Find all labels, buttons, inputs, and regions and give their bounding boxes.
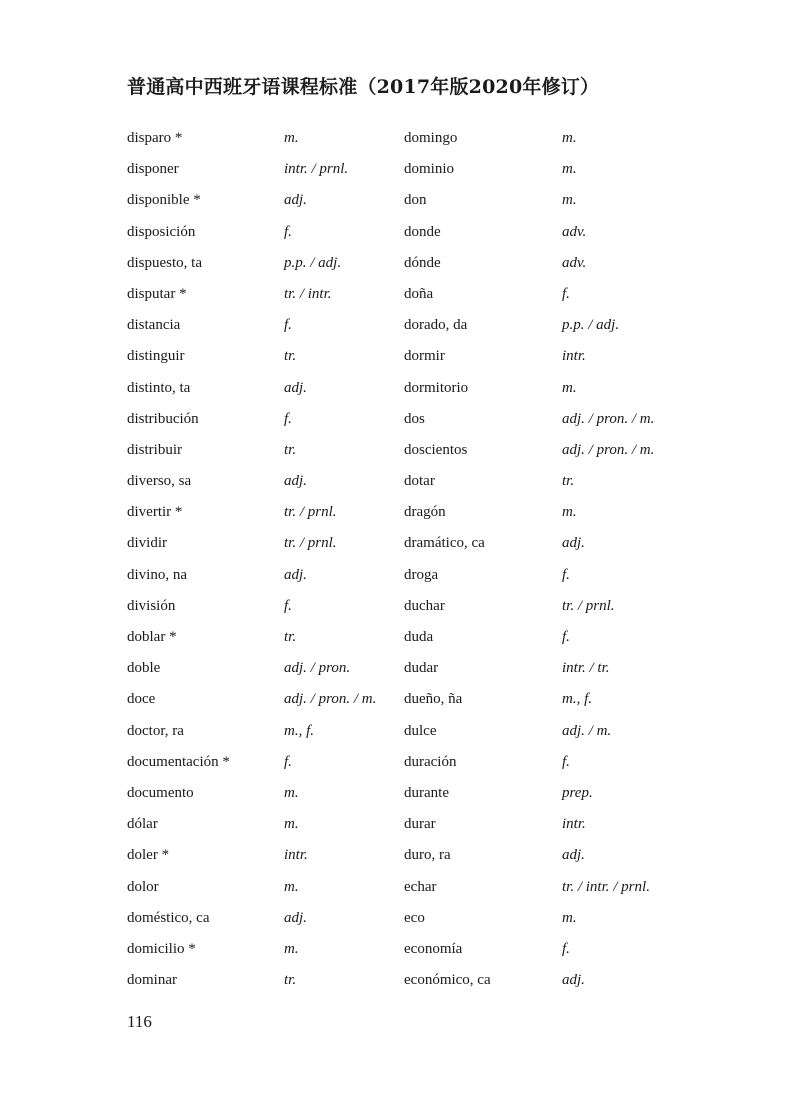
entry-grammar-category: f. [562, 940, 570, 957]
entry-grammar-category: adj. [562, 535, 585, 552]
entry-grammar-category: f. [562, 566, 570, 583]
entry-grammar-category: tr. / intr. [284, 285, 332, 302]
entry-grammar-category: p.p. / adj. [284, 254, 342, 271]
vocabulary-entry [404, 684, 744, 715]
entry-word: disparo * [127, 130, 183, 146]
entry-word: duro, ra [404, 847, 451, 864]
entry-word: doña [404, 285, 434, 302]
entry-grammar-category: intr. [284, 847, 308, 864]
vocabulary-entry [404, 809, 744, 840]
entry-word: eco [404, 909, 425, 926]
entry-word: dominar [127, 972, 177, 989]
entry-grammar-category: adj. [284, 192, 307, 209]
entry-word: don [404, 192, 427, 209]
entry-word: durante [404, 784, 449, 801]
vocabulary-entry [404, 154, 744, 185]
entry-word: dudar [404, 660, 439, 677]
vocabulary-entry [404, 435, 744, 466]
page-header-title: 普通高中西班牙语课程标准（2017年版2020年修订） [127, 76, 600, 98]
entry-grammar-category: f. [284, 753, 292, 770]
vocabulary-entry [404, 934, 744, 965]
entry-grammar-category: adj. [562, 847, 585, 864]
vocabulary-entry [404, 965, 744, 996]
entry-word: disponer [127, 161, 179, 178]
entry-grammar-category: m. [284, 816, 299, 833]
entry-grammar-category: adj. / pron. / m. [562, 441, 655, 458]
entry-grammar-category: m. [562, 161, 577, 178]
entry-grammar-category: adj. [284, 379, 307, 396]
entry-word: doméstico, ca [127, 909, 210, 926]
entry-grammar-category: m. [284, 878, 299, 895]
entry-word: económico, ca [404, 972, 491, 989]
entry-word: documentación * [127, 753, 230, 770]
entry-word: distribución [127, 410, 199, 427]
vocabulary-entry [404, 591, 744, 622]
entry-word: disposición [127, 223, 196, 240]
entry-grammar-category: tr. / prnl. [562, 597, 615, 614]
entry-word: donde [404, 223, 441, 240]
entry-word: división [127, 597, 176, 614]
entry-grammar-category: intr. [562, 348, 586, 365]
entry-grammar-category: adj. / m. [562, 722, 612, 739]
entry-word: distinto, ta [127, 379, 191, 396]
entry-word: domicilio * [127, 940, 196, 957]
entry-word: domingo [404, 130, 458, 146]
entry-word: dolor [127, 878, 159, 895]
entry-grammar-category: adv. [562, 254, 587, 271]
entry-grammar-category: tr. / prnl. [284, 504, 337, 521]
entry-grammar-category: tr. [284, 972, 297, 989]
entry-grammar-category: m., f. [284, 722, 314, 739]
entry-word: dramático, ca [404, 535, 485, 552]
entry-word: dólar [127, 816, 158, 833]
entry-column-right [404, 123, 744, 996]
entry-word: distinguir [127, 348, 185, 365]
entry-grammar-category: m. [284, 940, 299, 957]
vocabulary-entry [404, 217, 744, 248]
entry-grammar-category: f. [284, 223, 292, 240]
vocabulary-entry [404, 560, 744, 591]
vocabulary-entry [404, 248, 744, 279]
entry-grammar-category: adj. [284, 566, 307, 583]
entry-word: disponible * [127, 192, 201, 209]
entry-grammar-category: f. [284, 317, 292, 334]
entry-word: dos [404, 410, 425, 427]
entry-word: dónde [404, 254, 441, 271]
entry-word: diverso, sa [127, 473, 192, 490]
entry-grammar-category: intr. / prnl. [284, 161, 349, 178]
entry-word: economía [404, 940, 463, 957]
entry-word: dominio [404, 161, 455, 178]
entry-word: dulce [404, 722, 437, 739]
entry-word: doble [127, 660, 161, 677]
vocabulary-entry [404, 653, 744, 684]
entry-grammar-category: m. [562, 504, 577, 521]
entry-grammar-category: adj. / pron. [284, 660, 351, 677]
vocabulary-entry [404, 622, 744, 653]
vocabulary-entry [404, 747, 744, 778]
vocabulary-entry [404, 497, 744, 528]
entry-word: doblar * [127, 629, 177, 645]
entry-grammar-category: adj. [284, 473, 307, 490]
vocabulary-entry [404, 840, 744, 871]
entry-word: dotar [404, 473, 435, 490]
entry-grammar-category: adj. / pron. / m. [284, 691, 377, 708]
entry-grammar-category: intr. / tr. [562, 660, 610, 677]
entry-word: droga [404, 566, 439, 583]
entry-word: dragón [404, 504, 446, 521]
entry-grammar-category: tr. / prnl. [284, 535, 337, 552]
entry-grammar-category: adv. [562, 223, 587, 240]
entry-grammar-category: adj. [284, 909, 307, 926]
entry-grammar-category: f. [562, 285, 570, 302]
entry-word: dormitorio [404, 379, 469, 396]
entry-word: dispuesto, ta [127, 254, 202, 271]
vocabulary-entry [404, 903, 744, 934]
entry-word: documento [127, 784, 194, 801]
entry-grammar-category: m. [562, 192, 577, 209]
vocabulary-entry [404, 716, 744, 747]
entry-grammar-category: m., f. [562, 691, 592, 708]
entry-grammar-category: m. [562, 909, 577, 926]
entry-grammar-category: m. [284, 784, 299, 801]
entry-word: durar [404, 816, 436, 833]
entry-grammar-category: adj. [562, 972, 585, 989]
entry-grammar-category: p.p. / adj. [562, 317, 620, 334]
vocabulary-entry [404, 373, 744, 404]
entry-grammar-category: f. [562, 753, 570, 770]
entry-grammar-category: tr. [284, 441, 297, 458]
entry-grammar-category: f. [284, 597, 292, 614]
entry-grammar-category: m. [284, 130, 299, 146]
entry-word: dorado, da [404, 317, 468, 334]
entry-grammar-category: tr. [284, 629, 297, 645]
entry-grammar-category: tr. / intr. / prnl. [562, 878, 650, 895]
entry-word: duración [404, 753, 457, 770]
entry-word: distancia [127, 317, 181, 334]
vocabulary-entry [404, 279, 744, 310]
entry-grammar-category: adj. / pron. / m. [562, 410, 655, 427]
entry-word: distribuir [127, 441, 182, 458]
vocabulary-entry [404, 872, 744, 903]
entry-word: duda [404, 629, 434, 645]
vocabulary-entry [404, 528, 744, 559]
entry-word: doce [127, 691, 156, 708]
page-number: 116 [127, 1012, 152, 1031]
vocabulary-entry [404, 778, 744, 809]
entry-word: dueño, ña [404, 691, 463, 708]
vocabulary-entry [404, 404, 744, 435]
entry-word: doscientos [404, 441, 468, 458]
entry-grammar-category: intr. [562, 816, 586, 833]
vocabulary-entry [404, 310, 744, 341]
entry-word: doler * [127, 847, 170, 864]
entry-grammar-category: m. [562, 130, 577, 146]
vocabulary-entry [404, 185, 744, 216]
entry-word: echar [404, 878, 437, 895]
entry-grammar-category: m. [562, 379, 577, 396]
entry-grammar-category: f. [562, 629, 570, 645]
entry-word: dividir [127, 535, 167, 552]
vocabulary-entry [404, 123, 744, 154]
entry-grammar-category: prep. [562, 784, 593, 801]
entry-word: divertir * [127, 504, 183, 521]
entry-grammar-category: f. [284, 410, 292, 427]
entry-word: divino, na [127, 566, 187, 583]
vocabulary-entry [404, 466, 744, 497]
entry-word: doctor, ra [127, 722, 184, 739]
entry-word: disputar * [127, 285, 187, 302]
entry-word: dormir [404, 348, 445, 365]
entry-grammar-category: tr. [562, 473, 575, 490]
entry-word: duchar [404, 597, 445, 614]
entry-grammar-category: tr. [284, 348, 297, 365]
vocabulary-entry [404, 341, 744, 372]
